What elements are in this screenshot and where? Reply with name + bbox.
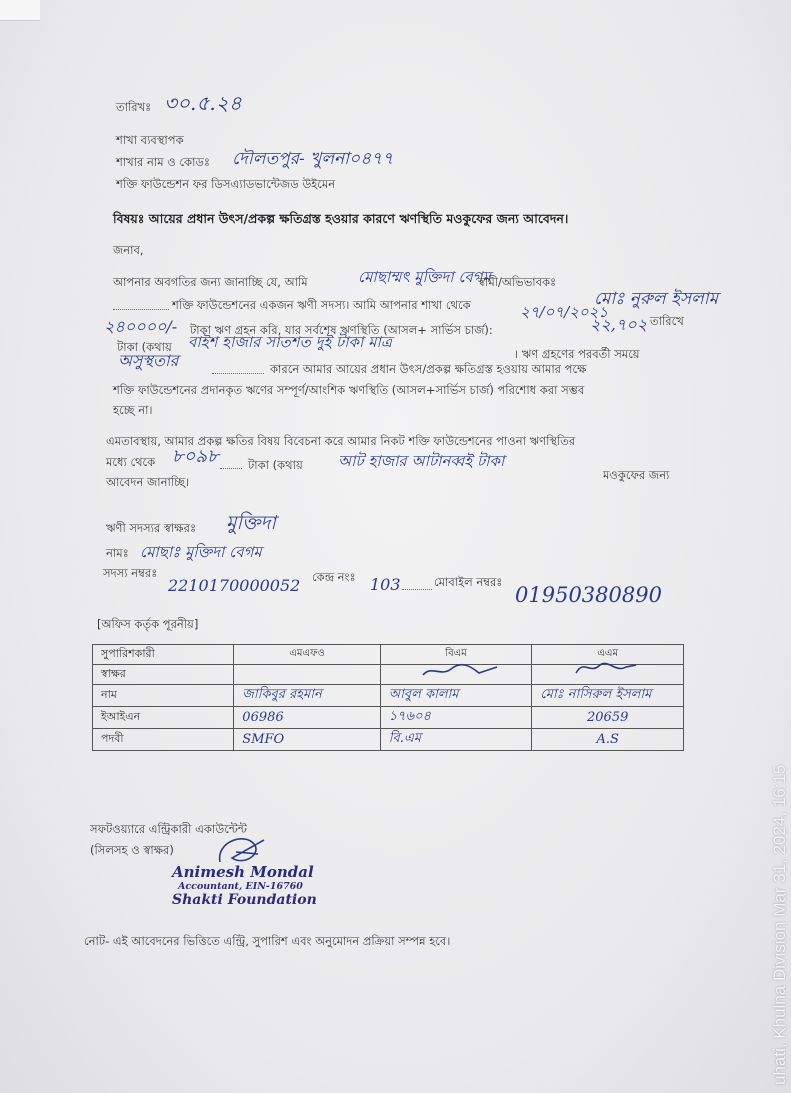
header-am: এএম: [532, 645, 684, 665]
mobile-value: 01950380890: [515, 583, 662, 607]
accountant-stamp: [172, 862, 317, 908]
stamp-organization: Shakti Foundation: [172, 892, 317, 908]
mfo-ein: 06986: [234, 707, 380, 729]
subject: বিষয়ঃ আয়ের প্রধান উৎস/প্রকল্প ক্ষতিগ্রস্ত হওয়ার কারণে ঋণস্থিতি মওকুফের জন্য আবেদন।: [113, 211, 569, 226]
dotted-line: [402, 588, 432, 590]
office-table: [92, 644, 684, 751]
mobile-label: মোবাইল নম্বরঃ: [434, 575, 503, 589]
para1-text-9: শক্তি ফাউন্ডেশনের প্রদানকৃত ঋণের সম্পূর্ণ/আংশিক ঋণস্থিতি (আসল+সার্ভিস চার্জ) পরিশোধ করা সম্ভব: [113, 383, 585, 397]
para2-text-1: এমতাবস্থায়, আমার প্রকল্প ক্ষতির বিষয় বিবেচনা করে আমার নিকট শক্তি ফাউন্ডেশনের পাওনা ঋণস্থিতির: [106, 434, 576, 448]
mfo-signature-cell: [234, 665, 380, 685]
office-row-designation: [93, 729, 684, 751]
footer-note: নোট- এই আবেদনের ভিত্তিতে এন্ট্রি, সুপারিশ এবং অনুমোদন প্রক্রিয়া সম্পন্ন হবে।: [84, 934, 451, 948]
am-name: মোঃ নাসিরুল ইসলাম: [532, 685, 684, 707]
bm-designation: বি.এম: [380, 729, 532, 751]
bm-name: আবুল কালাম: [380, 685, 532, 707]
date-value: ৩০.৫.২৪: [164, 91, 242, 115]
para2-text-5: আবেদন জানাচ্ছি।: [106, 475, 190, 489]
am-signature-scribble: [572, 659, 642, 677]
am-ein: 20659: [532, 707, 684, 729]
row-label: পদবী: [93, 729, 234, 751]
mfo-name: জাকিবুর রহমান: [234, 685, 380, 707]
waiver-amount-handwritten: ৮০৯৮: [172, 446, 219, 467]
member-signature: মুক্তিদা: [226, 512, 276, 534]
office-row-name: [93, 685, 684, 707]
organization-name: শক্তি ফাউন্ডেশন ফর ডিসএ্যাডভান্টেজড উইমেন: [116, 177, 336, 191]
accountant-seal-note: (সিলসহ ও স্বাক্ষর): [90, 843, 174, 857]
row-label: স্বাক্ষর: [93, 665, 234, 685]
header-mfo: এমএফও: [234, 645, 380, 665]
waiver-words-handwritten: আট হাজার আটানব্বই টাকা: [338, 452, 505, 470]
am-signature-cell: [532, 665, 684, 685]
para2-text-2: মধ্যে থেকে: [106, 455, 156, 469]
loan-amount-handwritten: ২৪০০০০/-: [104, 317, 178, 336]
row-label: নাম: [93, 685, 234, 707]
photo-timestamp: uhati, Khulna Division Mar 31, 2024, 16:15: [770, 764, 789, 1085]
row-label: ইআইএন: [93, 707, 234, 729]
member-signature-label: ঋণী সদস্যর স্বাক্ষরঃ: [106, 521, 197, 535]
recipient-title: শাখা ব্যবস্থাপক: [116, 133, 184, 147]
dotted-line: [113, 308, 169, 310]
branch-label: শাখার নাম ও কোডঃ: [116, 155, 211, 169]
bm-signature-cell: [380, 665, 532, 685]
date-label: তারিখঃ: [116, 100, 152, 114]
am-designation: A.S: [532, 729, 684, 751]
bm-signature-scribble: [421, 663, 501, 679]
office-section-title: [অফিস কর্তৃক পূরনীয়]: [97, 617, 199, 631]
para1-text-8: কারনে আমার আয়ের প্রধান উৎস/প্রকল্প ক্ষতিগ্রস্ত হওয়ায় আমার পক্ষে: [270, 362, 587, 376]
reason-handwritten: অসুস্থতার: [118, 351, 179, 370]
loan-date-handwritten: ২৭/০৭/২০২১: [520, 303, 609, 321]
para2-text-4: মওকুফের জন্য: [603, 468, 670, 482]
center-label: কেন্দ্র নংঃ: [312, 570, 356, 584]
balance-handwritten: ২২,৭০২: [590, 315, 648, 334]
balance-words-handwritten: বাইশ হাজার সাতশত দুই টাকা মাত্র: [188, 333, 392, 351]
para1-text-7: । ঋণ গ্রহণের পরবর্তী সময়ে: [514, 347, 640, 361]
member-name-handwritten: মোছাম্মৎ মুক্তিদা বেগম: [358, 268, 491, 286]
member-name-label: নামঃ: [106, 546, 129, 560]
dotted-line: [220, 467, 242, 469]
member-number-value: 2210170000052: [168, 576, 301, 595]
dotted-line: [212, 372, 264, 374]
stamp-name: Animesh Mondal: [172, 863, 314, 881]
para1-text-5: টাকা ঋণ গ্রহন করি, যার সর্বশেষ ঋণস্থিতি (আসল+ সার্ভিস চার্জ):: [190, 323, 493, 337]
para1-text-2: স্বামী/অভিভাবকঃ: [478, 275, 557, 289]
para1-text-6: টাকা (কথায়: [117, 340, 172, 354]
para1-text-3: শক্তি ফাউন্ডেশনের একজন ঋণী সদস্য। আমি আপনার শাখা থেকে: [172, 298, 471, 312]
office-row-signature: [93, 665, 684, 685]
branch-value: দৌলতপুর- খুলনা০৪৭৭: [232, 149, 394, 169]
para1-text-4: তারিখে: [650, 314, 684, 328]
member-name-value: মোছাঃ মুক্তিদা বেগম: [140, 543, 262, 561]
center-value: 103: [370, 575, 401, 594]
header-recommender: সুপারিশকারী: [93, 645, 234, 665]
bm-ein: ১৭৬০৪: [380, 707, 532, 729]
header-bm: বিএম: [380, 645, 532, 665]
para1-text-10: হচ্ছে না।: [113, 403, 153, 417]
stamp-title: Accountant, EIN-16760: [178, 881, 303, 892]
member-number-label: সদস্য নম্বরঃ: [103, 566, 158, 580]
office-row-ein: [93, 707, 684, 729]
guardian-name-handwritten: মোঃ নুরুল ইসলাম: [594, 289, 719, 309]
accountant-label: সফটওয়্যারে এন্ট্রিকারী একাউন্টেন্ট: [90, 822, 247, 836]
mfo-designation: SMFO: [234, 729, 380, 751]
salutation: জনাব,: [113, 243, 144, 257]
paper-corner: [0, 0, 40, 21]
para1-text-1: আপনার অবগতির জন্য জানাচ্ছি যে, আমি: [113, 275, 308, 289]
para2-text-3: টাকা (কথায়: [248, 458, 303, 472]
